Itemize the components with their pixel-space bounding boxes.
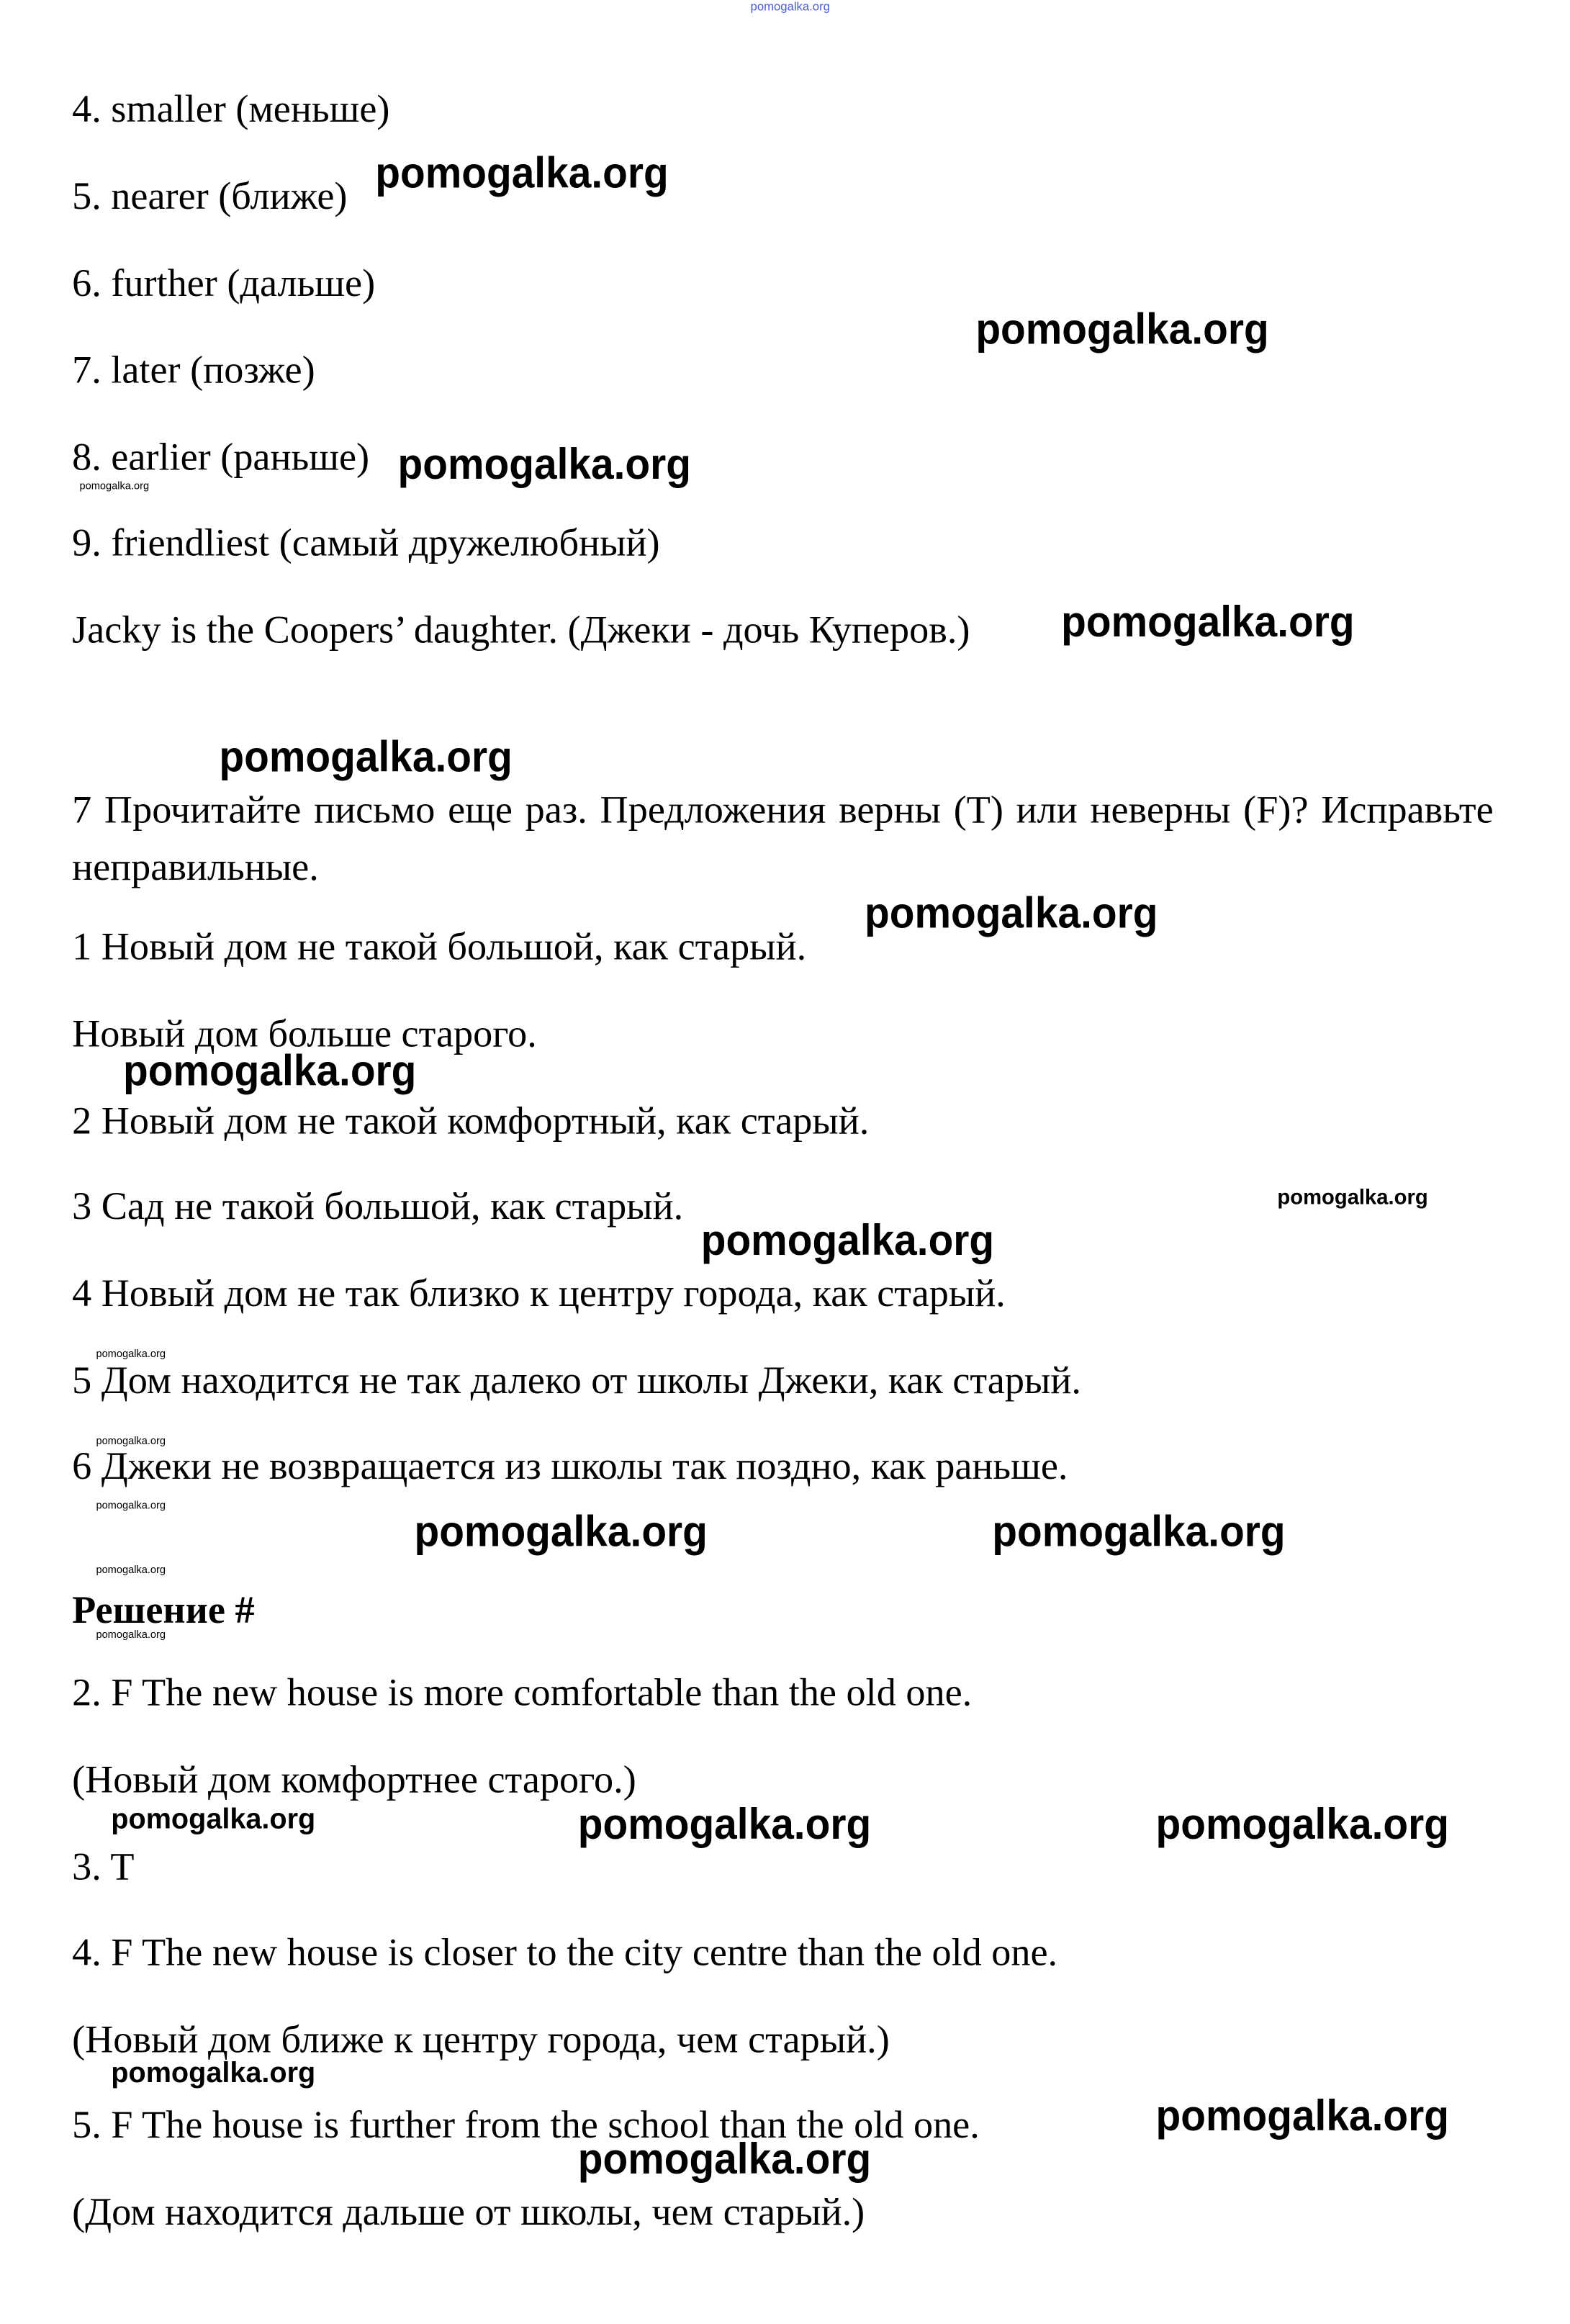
watermark: pomogalka.org xyxy=(975,306,1269,355)
watermark: pomogalka.org xyxy=(96,1565,166,1577)
watermark: pomogalka.org xyxy=(96,1630,166,1641)
answer-line: Jacky is the Coopers’ daughter. (Джеки - дочь Куперов.) xyxy=(72,608,970,652)
watermark: pomogalka.org xyxy=(750,0,830,14)
watermark: pomogalka.org xyxy=(397,441,691,490)
watermark: pomogalka.org xyxy=(111,2058,316,2090)
task-item: 1 Новый дом не такой большой, как старый. xyxy=(72,924,807,968)
solution-line: 4. F The new house is closer to the city centre than the old one. xyxy=(72,1930,1058,1974)
watermark: pomogalka.org xyxy=(122,1048,417,1096)
watermark: pomogalka.org xyxy=(700,1217,995,1266)
watermark: pomogalka.org xyxy=(1061,598,1355,647)
solution-line: (Новый дом ближе к центру города, чем старый.) xyxy=(72,2017,890,2061)
task-instruction: 7 Прочитайте письмо еще раз. Предложения верны (T) или неверны (F)? Исправьте неправильные. xyxy=(72,788,1494,889)
watermark: pomogalka.org xyxy=(1155,1801,1449,1850)
solution-line: (Новый дом комфортнее старого.) xyxy=(72,1757,636,1802)
task-item: 6 Джеки не возвращается из школы так поздно, как раньше. xyxy=(72,1444,1068,1488)
solution-heading: Решение # xyxy=(72,1588,255,1632)
answer-line: 8. earlier (раньше) xyxy=(72,435,370,479)
answer-line: 9. friendliest (самый дружелюбный) xyxy=(72,521,660,564)
watermark: pomogalka.org xyxy=(1155,2092,1449,2141)
watermark: pomogalka.org xyxy=(414,1508,708,1557)
watermark: pomogalka.org xyxy=(96,1436,166,1448)
watermark: pomogalka.org xyxy=(111,1804,316,1837)
task-item: Новый дом больше старого. xyxy=(72,1012,537,1055)
watermark: pomogalka.org xyxy=(865,890,1158,939)
watermark: pomogalka.org xyxy=(992,1508,1286,1557)
task-item: 5 Дом находится не так далеко от школы Джеки, как старый. xyxy=(72,1359,1081,1402)
solution-line: 2. F The new house is more comfortable than the old one. xyxy=(72,1670,973,1715)
task-item: 4 Новый дом не так близко к центру города, как старый. xyxy=(72,1271,1006,1315)
solution-line: 5. F The house is further from the school than the old one. xyxy=(72,2103,980,2147)
solution-line: (Дом находится дальше от школы, чем старый.) xyxy=(72,2190,865,2234)
watermark: pomogalka.org xyxy=(577,1801,872,1850)
watermark: pomogalka.org xyxy=(79,482,150,492)
answer-line: 7. later (позже) xyxy=(72,348,315,392)
task-item: 3 Сад не такой большой, как старый. xyxy=(72,1184,684,1228)
watermark: pomogalka.org xyxy=(577,2136,872,2184)
task-item: 2 Новый дом не такой комфортный, как старый. xyxy=(72,1099,870,1143)
watermark: pomogalka.org xyxy=(375,150,669,199)
watermark: pomogalka.org xyxy=(1277,1184,1428,1209)
solution-line: 3. T xyxy=(72,1845,135,1889)
answer-line: 6. further (дальше) xyxy=(72,261,376,305)
answer-line: 5. nearer (ближе) xyxy=(72,174,348,218)
watermark: pomogalka.org xyxy=(96,1349,166,1361)
watermark: pomogalka.org xyxy=(96,1501,166,1512)
answer-line: 4. smaller (меньше) xyxy=(72,86,390,131)
watermark: pomogalka.org xyxy=(219,734,513,783)
